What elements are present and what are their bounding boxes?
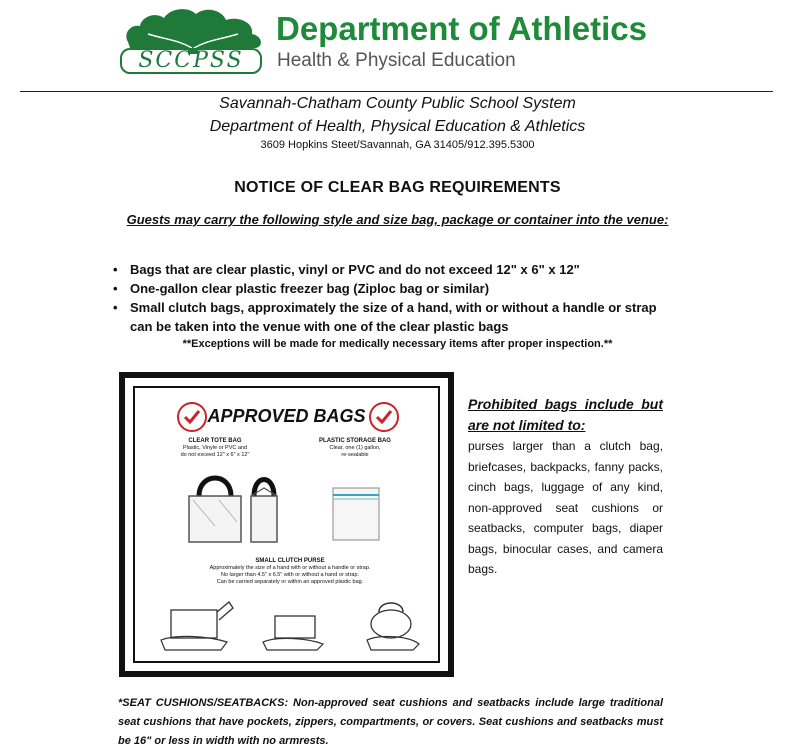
prohibited-bags-section (468, 394, 663, 580)
red-check-icon (369, 402, 399, 432)
org-address: 3609 Hopkins Steet/Savannah, GA 31405/912.395.5300 (260, 139, 535, 151)
clutch-desc-2: No larger than 4.5" x 6.5" with or without a hand or strap. (220, 572, 360, 578)
clutch-caption (155, 558, 425, 586)
approved-bags-title: APPROVED BAGS (207, 406, 366, 426)
notice-title: NOTICE OF CLEAR BAG REQUIREMENTS (234, 179, 561, 196)
clutch-desc-3: Can be carried separately or within an approved plastic bag. (216, 579, 364, 585)
clutch-desc-1: Approximately the size of a hand with or without a handle or strap. (209, 565, 371, 571)
storage-bag-title: PLASTIC STORAGE BAG (319, 438, 391, 444)
prohibited-heading: Prohibited bags include but are not limited to: (468, 396, 663, 433)
oak-tree-icon (118, 4, 268, 54)
small-clutch-purse-icon (157, 596, 437, 656)
seat-cushion-note: *SEAT CUSHIONS/SEATBACKS: Non-approved seat cushions and seatbacks include large traditional seat cushions that have pockets, zippers, compartments, or covers. Seat cushions and seatbacks must be 16" or less in width with no armrests. (118, 697, 663, 747)
org-line-2: Department of Health, Physical Education & Athletics (209, 118, 586, 135)
clutch-title: SMALL CLUTCH PURSE (255, 558, 325, 564)
org-line-1: Savannah-Chatham County Public School System (219, 95, 576, 112)
tote-bag-desc-1: Plastic, Vinyle or PVC and (182, 445, 248, 451)
storage-bag-caption (295, 438, 415, 459)
department-title: Department of Athletics (276, 10, 647, 47)
tote-bag-desc-2: do not exceed 12" x 6" x 12" (180, 452, 250, 458)
plastic-storage-bag-icon (331, 486, 381, 542)
department-subtitle: Health & Physical Education (277, 50, 516, 71)
exception-note: **Exceptions will be made for medically necessary items after proper inspection.** (182, 338, 613, 350)
storage-bag-desc-1: Clear, one (1) gallon, (329, 445, 381, 451)
approved-bags-graphic (119, 372, 454, 677)
list-item: • One-gallon clear plastic freezer bag (Ziploc bag or similar) (113, 279, 673, 298)
prohibited-list-text: purses larger than a clutch bag, briefcases, backpacks, fanny packs, cinch bags, luggage of any kind, non-approved seat cushions or seatbacks, computer bags, diaper bags, binocular cases, and camera bags. (468, 439, 663, 576)
clear-tote-bag-icon (179, 466, 289, 546)
guests-intro: Guests may carry the following style and size bag, package or container into the venue: (126, 212, 669, 227)
header-divider (20, 91, 773, 92)
list-item: • Bags that are clear plastic, vinyl or PVC and do not exceed 12" x 6" x 12" (113, 260, 673, 279)
logo-wordmark: SCCPSS (120, 48, 262, 74)
list-item: • Small clutch bags, approximately the size of a hand, with or without a handle or strap can be taken into the venue with one of the clear plastic bags (113, 298, 673, 336)
storage-bag-desc-2: re-sealable (341, 452, 369, 458)
tote-bag-caption (155, 438, 275, 459)
tote-bag-title: CLEAR TOTE BAG (188, 438, 242, 444)
allowed-bag-list (113, 260, 673, 336)
approved-bags-panel (133, 386, 440, 663)
